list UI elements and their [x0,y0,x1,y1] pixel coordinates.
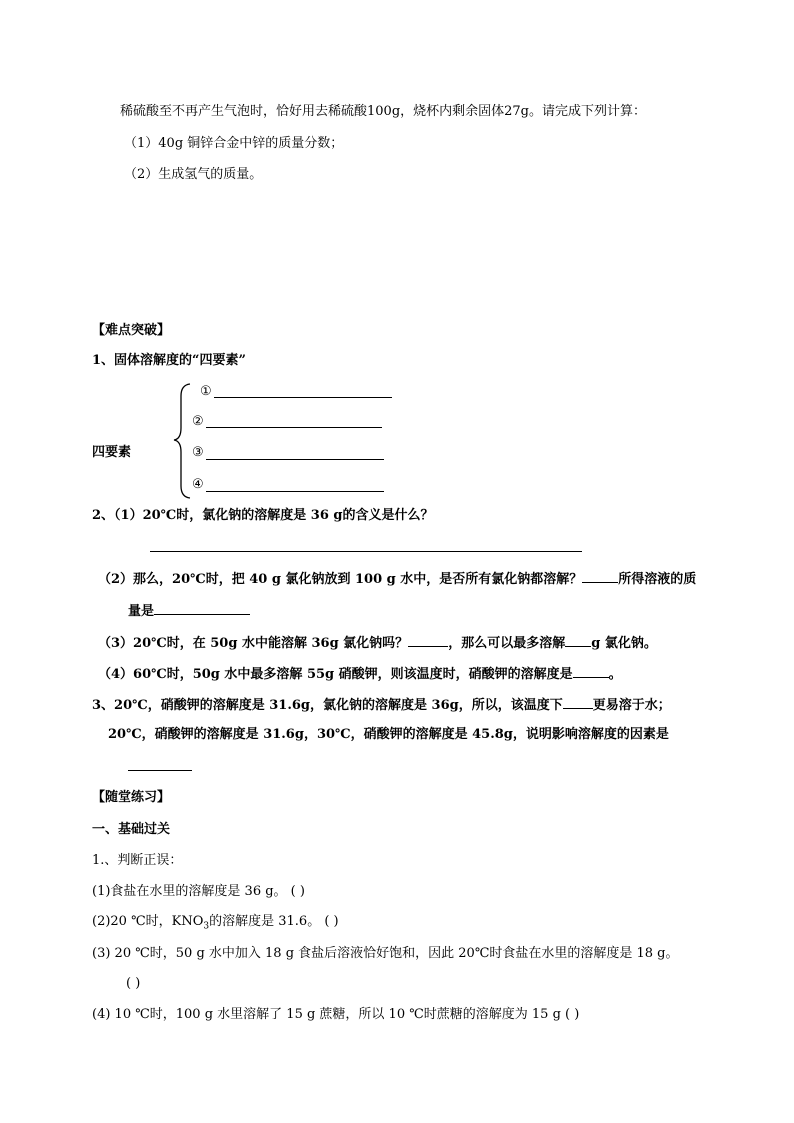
item-2-q4-blank[interactable] [573,665,609,678]
judge-item-2-sub: 3 [203,921,210,932]
judge-item-1: (1)食盐在水里的溶解度是 36 g。 ( ) [92,884,305,899]
item-3-line1 [92,696,671,714]
item-2-q2-text-c: 量是 [128,604,155,619]
breakthrough-heading: 【难点突破】 [92,323,171,338]
item-2-q3 [98,634,657,652]
judge-item-2-post: 的溶解度是 31.6。 ( ) [209,914,339,929]
element-3-blank[interactable] [206,459,384,460]
item-2-q2-line1 [98,570,696,588]
item-2-q4 [98,665,622,683]
problem-question-1: （1）40g 铜锌合金中锌的质量分数； [124,136,344,151]
four-elements-label: 四要素 [92,445,132,460]
item-3-line2: 20℃，硝酸钾的溶解度是 31.6g，30℃，硝酸钾的溶解度是 45.8g，说明影响溶解度的因素是 [108,727,669,742]
item-2-q3-blank-1[interactable] [408,634,448,647]
judge-item-3-paren: ( ) [126,976,141,991]
practice-heading: 【随堂练习】 [92,790,171,805]
item-3-text-b: 更易溶于水； [592,698,671,713]
basic-section-title: 一、基础过关 [92,822,171,837]
item-2-q3-text-c: g 氯化钠。 [591,636,657,651]
element-4-blank[interactable] [206,491,384,492]
problem-question-2: （2）生成氢气的质量。 [124,167,263,182]
item-2-q2-blank-1[interactable] [582,570,618,583]
element-2-blank[interactable] [206,427,382,428]
item-2-q4-text-b: 。 [608,667,622,682]
item-2-q3-text: （3）20℃时，在 50g 水中能溶解 36g 氯化钠吗？ [98,636,409,651]
item-2-title: 2、（1）20℃时，氯化钠的溶解度是 36 g的含义是什么？ [92,508,434,523]
left-brace-icon [172,382,194,500]
item-3-blank-1[interactable] [563,696,593,709]
item-2-q2-line2 [128,602,250,620]
item-2-q3-blank-2[interactable] [565,634,591,647]
item-2-q2-text: （2）那么，20℃时，把 40 g 氯化钠放到 100 g 水中，是否所有氯化钠都溶解？ [98,572,583,587]
element-3-marker: ③ [192,445,204,460]
element-1-blank[interactable] [214,397,392,398]
item-2-q2-blank-2[interactable] [154,602,250,615]
item-1-title: 1、固体溶解度的“四要素” [92,353,247,368]
element-4-marker: ④ [192,477,204,492]
item-2-q3-text-b: ，那么可以最多溶解 [448,636,566,651]
item-3-text: 3、20℃，硝酸钾的溶解度是 31.6g，氯化钠的溶解度是 36g，所以，该温度下 [92,698,563,713]
item-3-blank-2[interactable] [128,770,192,771]
problem-intro: 稀硫酸至不再产生气泡时，恰好用去稀硫酸100g，烧杯内剩余固体27g。请完成下列计算： [120,104,646,119]
item-2-q2-text-b: 所得溶液的质 [618,572,697,587]
item-2-q4-text: （4）60℃时，50g 水中最多溶解 55g 硝酸钾，则该温度时，硝酸钾的溶解度是 [98,667,573,682]
judge-item-2-pre: (2)20 ℃时，KNO [92,914,204,929]
judge-item-2 [92,914,339,935]
judge-item-3: (3) 20 ℃时，50 g 水中加入 18 g 食盐后溶液恰好饱和，因此 20℃时食盐在水里的溶解度是 18 g。 [92,946,679,961]
element-2-marker: ② [192,414,204,429]
item-2-answer-blank[interactable] [150,551,582,552]
judge-item-4: (4) 10 ℃时，100 g 水里溶解了 15 g 蔗糖，所以 10 ℃时蔗糖的溶解度为 15 g ( ) [92,1007,580,1022]
element-1-marker: ① [200,384,212,399]
judge-title: 1.、判断正误： [92,853,183,868]
